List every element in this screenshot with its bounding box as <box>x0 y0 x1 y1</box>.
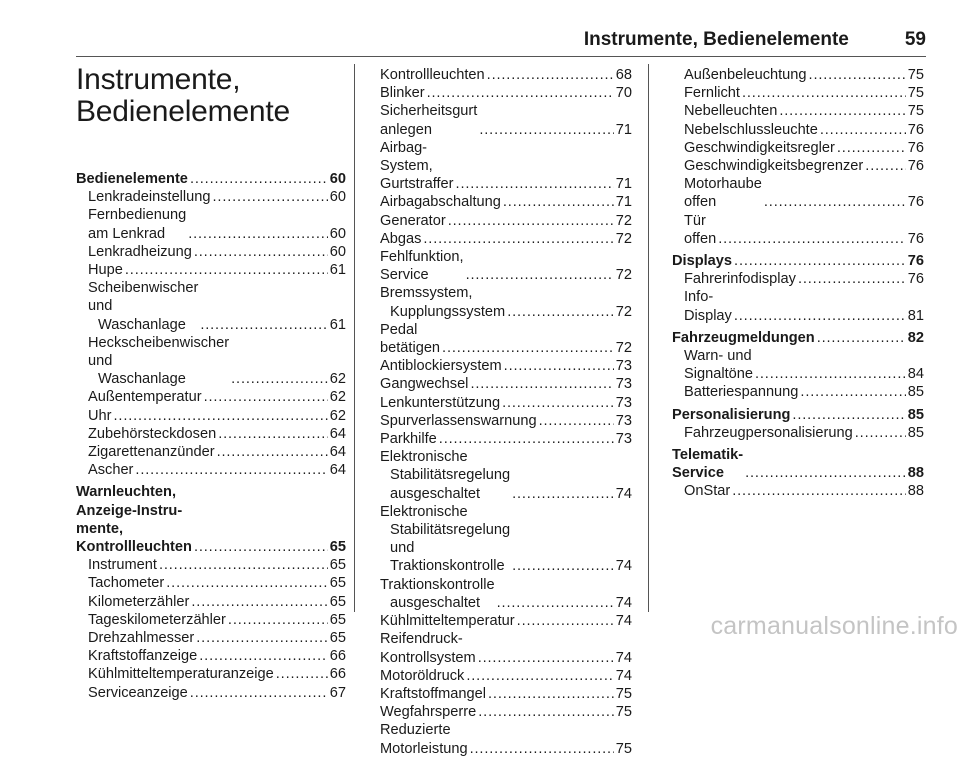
column-divider-2 <box>648 64 649 612</box>
toc-entry[interactable]: Kühlmitteltemperaturanzeige . . . 66 <box>76 665 346 683</box>
toc-entry[interactable]: Fernlicht . . . 75 <box>672 84 924 102</box>
toc-entry[interactable]: Uhr . . . 62 <box>76 407 346 425</box>
toc-entry[interactable]: Traktionskontrolle ausgeschaltet . . . 74 <box>380 576 632 612</box>
toc-section-entry[interactable]: Displays . . . 76 <box>672 252 924 270</box>
toc-entry[interactable]: Lenkradeinstellung . . . 60 <box>76 188 346 206</box>
toc-section-entry[interactable]: Warnleuchten, Anzeige-Instru- mente, Kontrollleuchten . . . 65 <box>76 483 346 556</box>
toc-entry[interactable]: Fahrzeugpersonalisierung . . . 85 <box>672 424 924 442</box>
toc-entry[interactable]: Fernbedienung am Lenkrad . . . 60 <box>76 206 346 242</box>
toc-entry[interactable]: Motoröldruck . . . 74 <box>380 667 632 685</box>
toc-entry[interactable]: Reduzierte Motorleistung . . . 75 <box>380 721 632 757</box>
running-head-title: Instrumente, Bedienelemente <box>583 29 849 50</box>
toc-entry[interactable]: Parkhilfe . . . 73 <box>380 430 632 448</box>
toc-entry[interactable]: Instrument . . . 65 <box>76 556 346 574</box>
toc-entry[interactable]: Nebelleuchten . . . 75 <box>672 102 924 120</box>
toc-entry[interactable]: Geschwindigkeitsregler . . . 76 <box>672 139 924 157</box>
toc-entry[interactable]: Kraftstoffanzeige . . . 66 <box>76 647 346 665</box>
toc-section-entry[interactable]: Bedienelemente . . . 60 <box>76 170 346 188</box>
toc-section-entry[interactable]: Personalisierung . . . 85 <box>672 406 924 424</box>
toc-entry[interactable]: Fehlfunktion, Service . . . 72 <box>380 248 632 284</box>
toc-entry[interactable]: Antiblockiersystem . . . 73 <box>380 357 632 375</box>
toc-entry[interactable]: Lenkunterstützung . . . 73 <box>380 394 632 412</box>
toc-entry[interactable]: Geschwindigkeitsbegrenzer . . . 76 <box>672 157 924 175</box>
chapter-title: Instrumente, Bedienelemente <box>76 63 291 128</box>
toc-entry[interactable]: Außenbeleuchtung . . . 75 <box>672 66 924 84</box>
toc-entry[interactable]: Generator . . . 72 <box>380 212 632 230</box>
toc-column-3 <box>672 66 924 501</box>
toc-entry[interactable]: Abgas . . . 72 <box>380 230 632 248</box>
toc-entry[interactable]: Serviceanzeige . . . 67 <box>76 684 346 702</box>
toc-entry[interactable]: Kilometerzähler . . . 65 <box>76 593 346 611</box>
toc-entry[interactable]: Elektronische Stabilitätsregelung ausgeschaltet . . . 74 <box>380 448 632 503</box>
toc-entry[interactable]: Außentemperatur . . . 62 <box>76 388 346 406</box>
toc-entry[interactable]: Elektronische Stabilitätsregelung und Traktionskontrolle . . . 74 <box>380 503 632 576</box>
toc-entry[interactable]: Reifendruck-Kontrollsystem . . . 74 <box>380 630 632 666</box>
toc-entry[interactable]: Airbag-System, Gurtstraffer . . . 71 <box>380 139 632 194</box>
toc-entry[interactable]: Hupe . . . 61 <box>76 261 346 279</box>
column-divider-1 <box>354 64 355 612</box>
toc-entry[interactable]: Tür offen . . . 76 <box>672 212 924 248</box>
toc-entry[interactable]: Tachometer . . . 65 <box>76 574 346 592</box>
toc-entry[interactable]: Blinker . . . 70 <box>380 84 632 102</box>
toc-entry[interactable]: Motorhaube offen . . . 76 <box>672 175 924 211</box>
toc-entry[interactable]: Bremssystem, Kupplungssystem . . . 72 <box>380 284 632 320</box>
toc-entry[interactable]: Fahrerinfodisplay . . . 76 <box>672 270 924 288</box>
toc-entry[interactable]: Ascher . . . 64 <box>76 461 346 479</box>
toc-entry[interactable]: Sicherheitsgurt anlegen . . . 71 <box>380 102 632 138</box>
toc-entry[interactable]: Airbagabschaltung . . . 71 <box>380 193 632 211</box>
header-rule <box>76 56 926 57</box>
watermark: carmanualsonline.info <box>710 612 958 640</box>
toc-entry[interactable]: Spurverlassenswarnung . . . 73 <box>380 412 632 430</box>
toc-entry[interactable]: Wegfahrsperre . . . 75 <box>380 703 632 721</box>
toc-entry[interactable]: Info-Display . . . 81 <box>672 288 924 324</box>
toc-entry[interactable]: Heckscheibenwischer und Waschanlage . . . 62 <box>76 334 346 389</box>
toc-entry[interactable]: Kühlmitteltemperatur . . . 74 <box>380 612 632 630</box>
toc-entry[interactable]: Lenkradheizung . . . 60 <box>76 243 346 261</box>
toc-entry[interactable]: OnStar . . . 88 <box>672 482 924 500</box>
toc-entry[interactable]: Scheibenwischer und Waschanlage . . . 61 <box>76 279 346 334</box>
toc-entry[interactable]: Warn- und Signaltöne . . . 84 <box>672 347 924 383</box>
running-head <box>60 28 926 52</box>
toc-entry[interactable]: Zigarettenanzünder . . . 64 <box>76 443 346 461</box>
toc-entry[interactable]: Zubehörsteckdosen . . . 64 <box>76 425 346 443</box>
toc-entry[interactable]: Nebelschlussleuchte . . . 76 <box>672 121 924 139</box>
toc-section-entry[interactable]: Fahrzeugmeldungen . . . 82 <box>672 329 924 347</box>
toc-entry[interactable]: Gangwechsel . . . 73 <box>380 375 632 393</box>
toc-entry[interactable]: Tageskilometerzähler . . . 65 <box>76 611 346 629</box>
toc-column-2 <box>380 66 632 758</box>
toc-section-entry[interactable]: Telematik-Service . . . 88 <box>672 446 924 482</box>
toc-entry[interactable]: Batteriespannung . . . 85 <box>672 383 924 401</box>
toc-column-1 <box>76 170 346 702</box>
toc-entry[interactable]: Kontrollleuchten . . . 68 <box>380 66 632 84</box>
toc-entry[interactable]: Kraftstoffmangel . . . 75 <box>380 685 632 703</box>
page-number: 59 <box>904 29 926 50</box>
toc-entry[interactable]: Pedal betätigen . . . 72 <box>380 321 632 357</box>
toc-entry[interactable]: Drehzahlmesser . . . 65 <box>76 629 346 647</box>
